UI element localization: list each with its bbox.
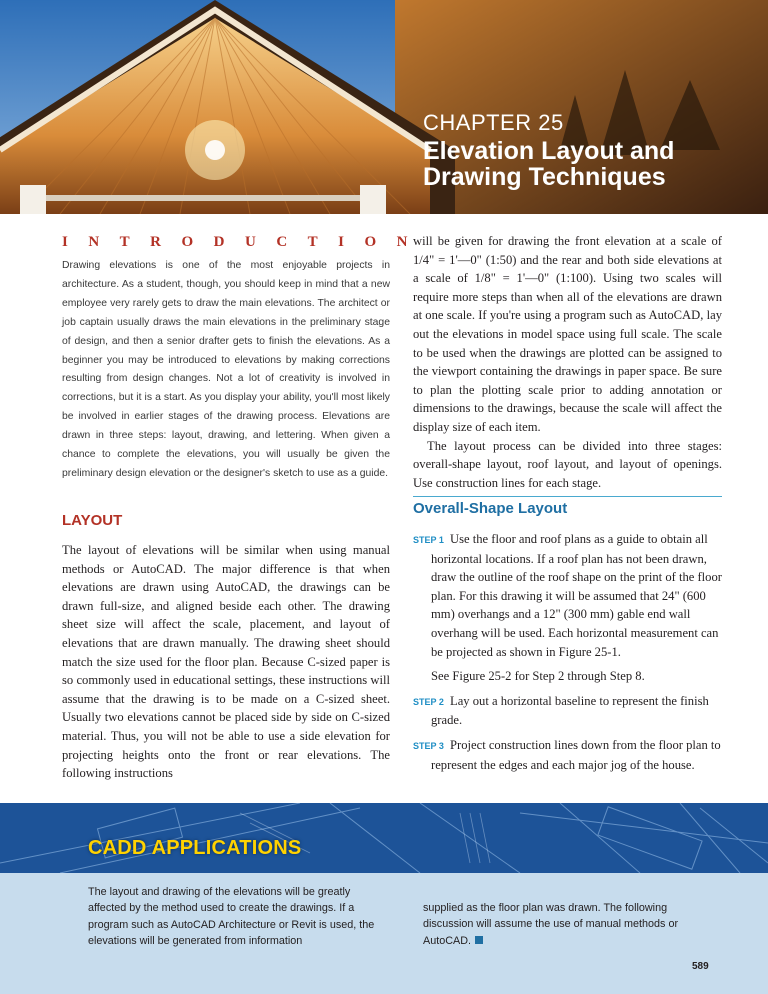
cadd-applications-heading: CADD APPLICATIONS [88,837,302,859]
cadd-text-right [423,900,713,949]
figure-reference-note: See Figure 25-2 for Step 2 through Step 8. [431,669,645,684]
overall-shape-heading: Overall-Shape Layout [413,500,568,517]
step-2-label: STEP 2 [413,696,444,707]
chapter-title [423,138,763,190]
chapter-number: CHAPTER 25 [423,110,564,135]
cadd-text-right-body: supplied as the floor plan was drawn. The following discussion will assume the use of manual methods or AutoCAD. [423,902,679,947]
cadd-text-left: The layout and drawing of the elevations will be greatly affected by the method used to create the drawings. If a program such as AutoCAD Architecture or Revit is used, the elevations will be generated from information [88,886,375,948]
step-1-label: STEP 1 [413,535,444,545]
chapter-title-line-2: Drawing Techniques [423,163,666,191]
page-number: 589 [692,961,709,972]
end-of-feature-square-icon [475,936,483,944]
layout-stages-paragraph: The layout process can be divided into three stages: overall-shape layout, roof layout, and layout of openings. Use construction lines for each stage. [413,438,722,490]
step-3-text: Project construction lines down from the floor plan to represent the edges and each major jog of the house. [431,737,721,772]
chapter-title-line-1: Elevation Layout and [423,137,675,165]
scale-instructions-paragraph: will be given for drawing the front elevation at a scale of 1/4" = 1'—0" (1:50) and the rear and both side elevations at a scale of 1/8" = 1'—0" (1:100). Using two scales will require more steps than when all of the elevations are drawn at one scale. If you're using a program such as AutoCAD, lay out the elevations in model space using full scale. The scale to be used when the drawings are plotted can be assigned to the viewport containing the drawings in paper space. Be sure to plan the plotting scale prior to adding annotation or dimensions to the drawings, because the scale will affect the display size of each item. [413,234,722,434]
right-column-text [413,232,722,492]
section-divider [413,496,722,497]
chapter-opener-photo [0,0,768,214]
step-1-text: Use the floor and roof plans as a guide to obtain all horizontal locations. If a roof plan has not been drawn, draw the outline of the roof shape on the print of the floor plan. For this drawing it will be assumed that 24" (600 mm) overhangs and a 12" (300 mm) gable end wall overhang will be used. Each horizontal measurement can be projected as shown in Figure 25-1. [431,532,722,659]
step-3 [413,736,722,774]
step-3-label: STEP 3 [413,740,444,751]
step-1 [413,530,722,661]
layout-heading: LAYOUT [62,512,123,529]
introduction-heading: INTRODUCTION [62,234,429,250]
chapter-title-block [423,110,763,190]
overall-shape-steps [413,530,722,780]
step-2-text: Lay out a horizontal baseline to represent the finish grade. [431,693,709,728]
layout-text: The layout of elevations will be similar when using manual methods or AutoCAD. The major difference is that when elevations are drawn using AutoCAD, the drawings can be drawn full-size, and aligned beside each other. The drawing sheet size will affect the scale, placement, and layout of elevations that are drawn manually. The drawing sheet should match the size used for the floor plan. Because C-sized paper is so commonly used in educational settings, these instructions will assume that the drawing is to be made on a C-sized sheet. Usually two elevations cannot be placed side by side on C-sized material. Thus, you will not be able to use a side elevation for projecting heights onto the front or rear elevations. The following instructions [62,543,390,781]
introduction-text: Drawing elevations is one of the most enjoyable projects in architecture. As a student, though, you should keep in mind that a new employee very rarely gets to draw the main elevations. The architect or job captain usually draws the main elevations in the preliminary stage of design, and then a senior drafter gets to finish the elevations. As a beginner you may be introduced to elevations by making corrections resulting from design changes. Not a lot of creativity is involved in corrections, but it is a start. As you display your ability, you'll most likely be involved in earlier stages of the drawing process. Elevations are drawn in three steps: layout, drawing, and lettering. When given a chance to complete the elevations, you will usually be given the preliminary design elevation or the designer's sketch to use as a guide. [62,260,390,479]
introduction-section [62,232,429,484]
step-2 [413,692,722,730]
